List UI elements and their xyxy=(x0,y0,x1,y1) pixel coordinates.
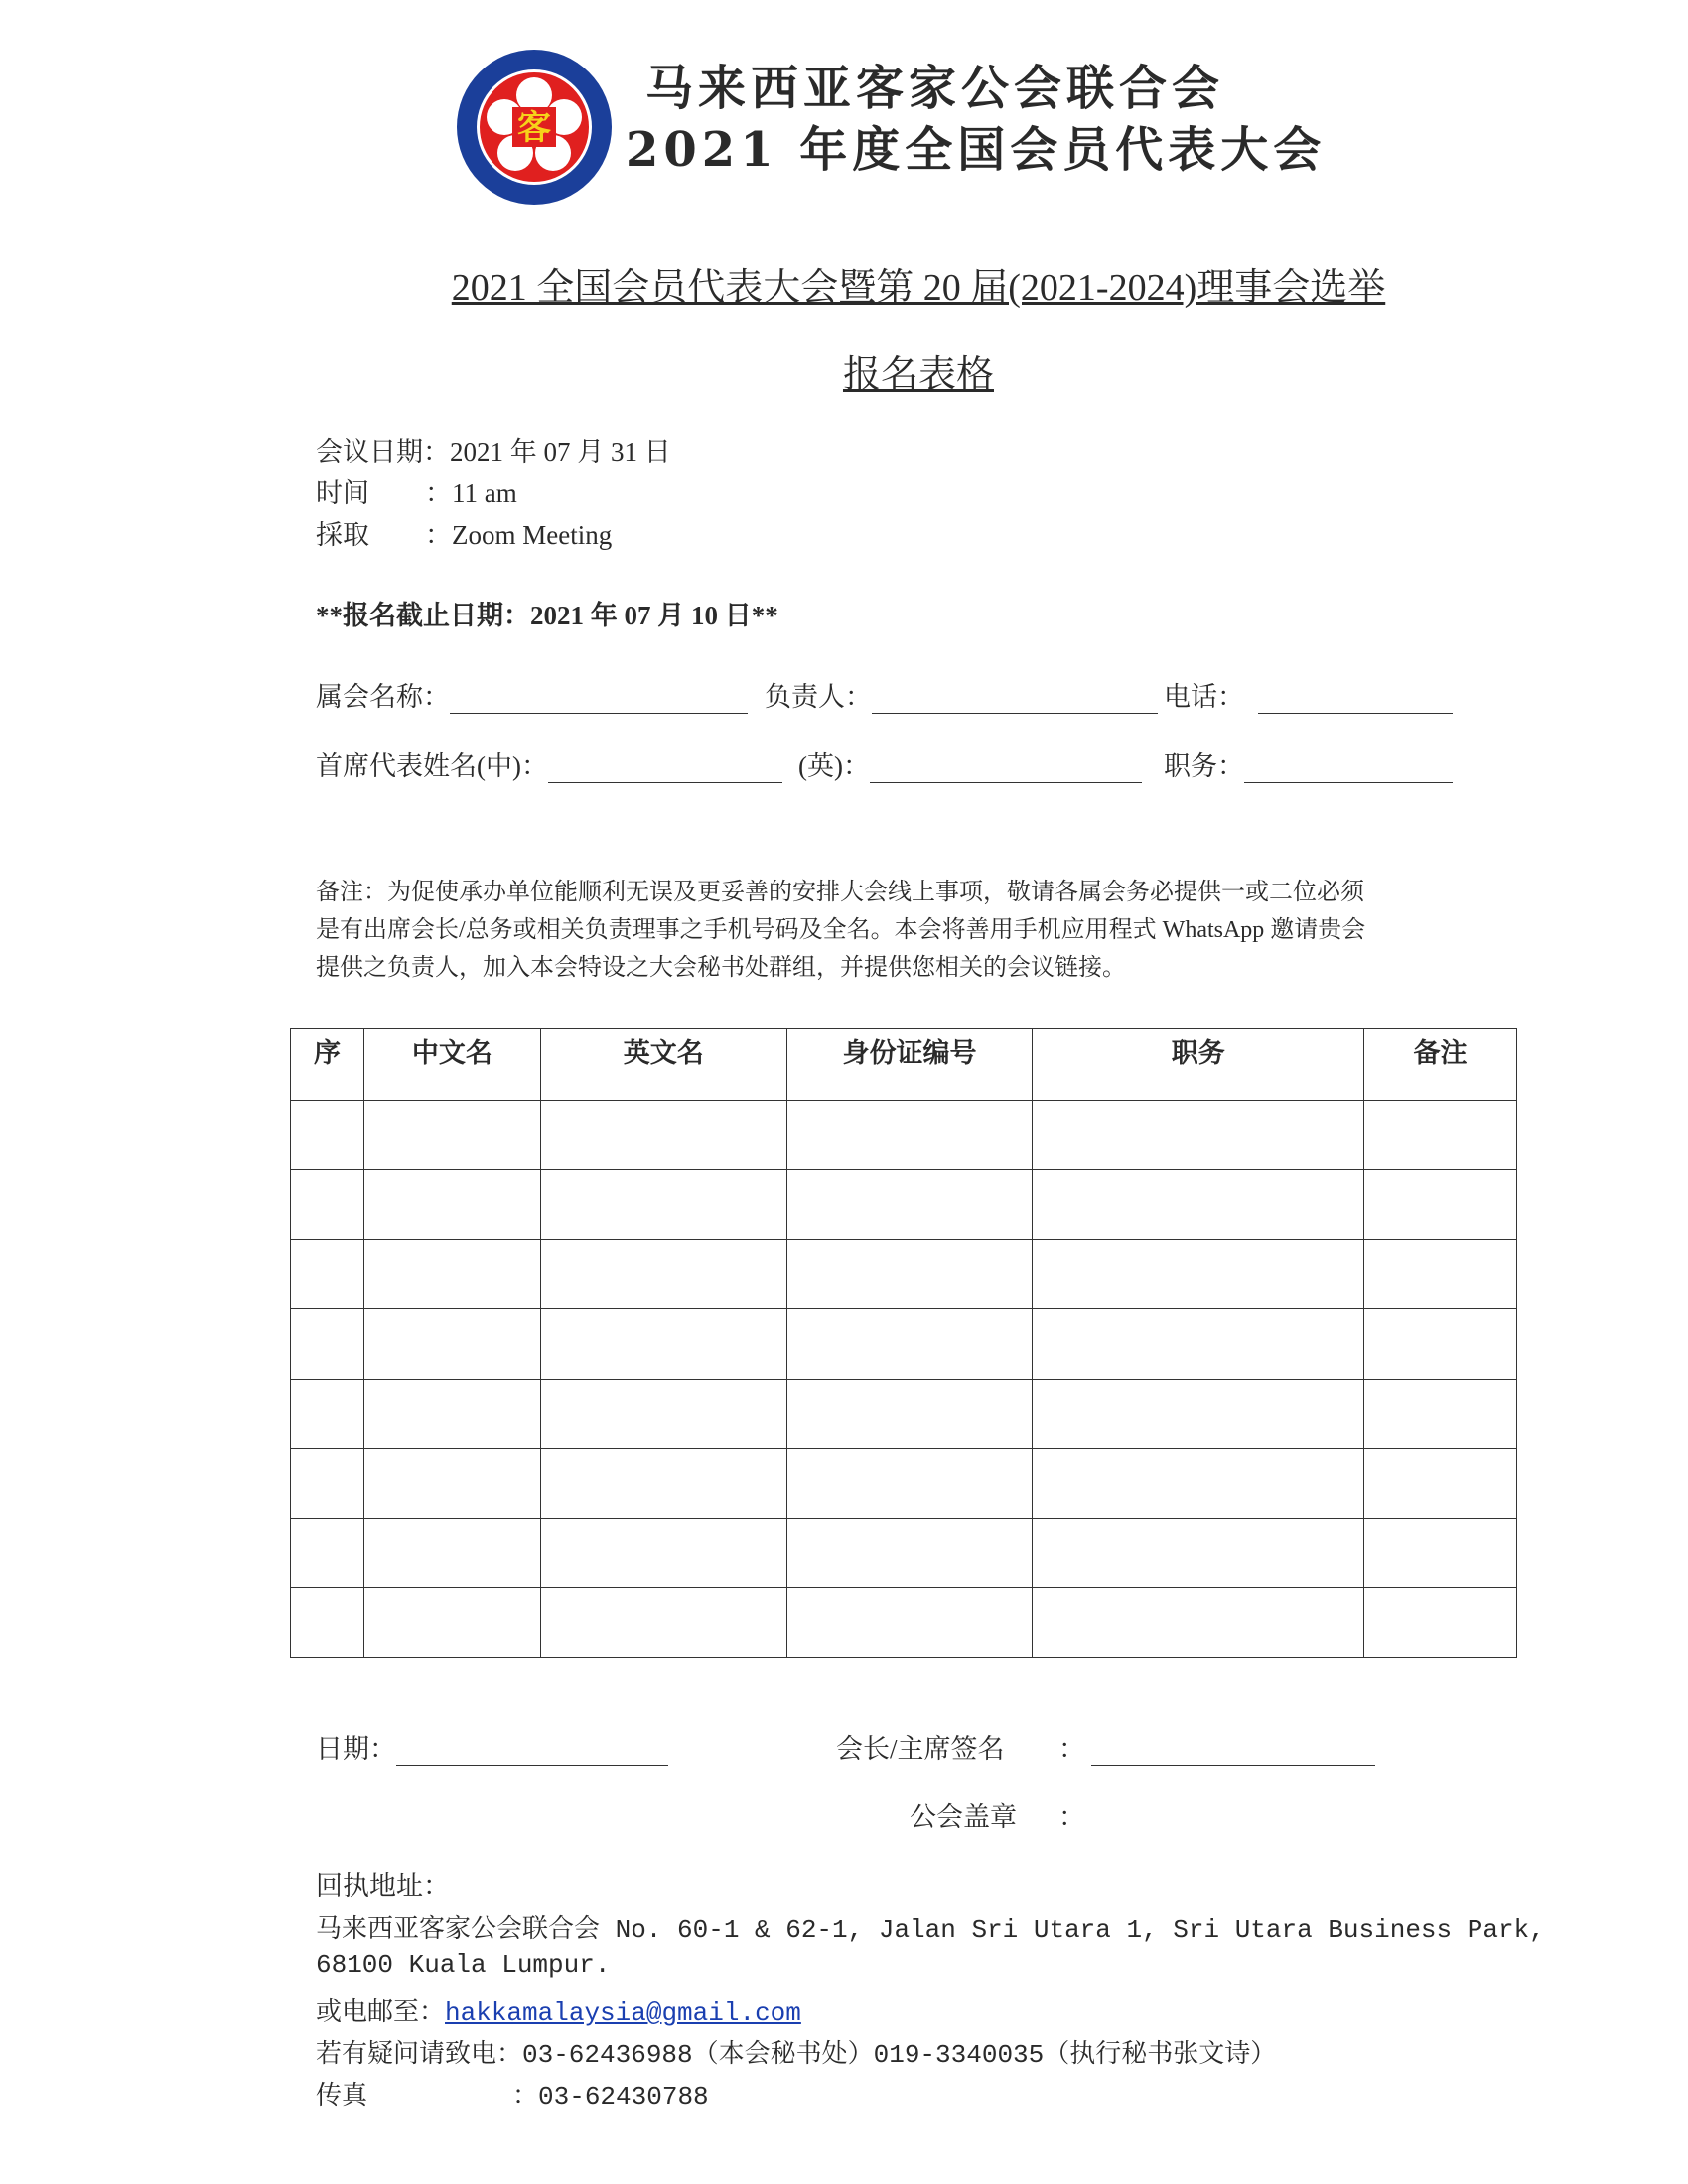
seal-label: 公会盖章 xyxy=(910,1802,1017,1832)
reply-address-label: 回执地址： xyxy=(316,1871,450,1901)
table-cell[interactable] xyxy=(363,1379,540,1448)
table-cell[interactable] xyxy=(1033,1448,1364,1518)
table-cell[interactable] xyxy=(1033,1587,1364,1657)
table-cell[interactable] xyxy=(1364,1587,1517,1657)
svg-text:客: 客 xyxy=(517,108,551,148)
table-cell[interactable] xyxy=(786,1587,1033,1657)
chief-rep-cn-field[interactable] xyxy=(316,745,782,783)
table-cell[interactable] xyxy=(540,1448,786,1518)
table-cell[interactable] xyxy=(786,1309,1033,1379)
table-cell[interactable] xyxy=(540,1240,786,1309)
table-cell[interactable] xyxy=(291,1170,364,1240)
table-cell[interactable] xyxy=(291,1518,364,1587)
table-cell[interactable] xyxy=(540,1309,786,1379)
col-header-english-name: 英文名 xyxy=(540,1029,786,1101)
table-cell[interactable] xyxy=(363,1518,540,1587)
form-title: 2021 全国会员代表大会暨第 20 届(2021-2024)理事会选举 xyxy=(451,267,1386,309)
col-header-ic-number: 身份证编号 xyxy=(786,1029,1033,1101)
meeting-time-row xyxy=(316,472,517,510)
table-cell[interactable] xyxy=(291,1379,364,1448)
meeting-mode-value: ：Zoom Meeting xyxy=(425,520,613,550)
branch-name-input-line[interactable] xyxy=(450,687,748,714)
table-cell[interactable] xyxy=(1364,1309,1517,1379)
table-cell[interactable] xyxy=(363,1309,540,1379)
fax-label: 传真 xyxy=(316,2082,368,2112)
table-row xyxy=(291,1309,1517,1379)
date-input-line[interactable] xyxy=(396,1739,668,1766)
table-row xyxy=(291,1587,1517,1657)
table-cell[interactable] xyxy=(363,1101,540,1170)
table-cell[interactable] xyxy=(291,1587,364,1657)
org-name-header: 马来西亚客家公会联合会 xyxy=(645,61,1225,116)
date-field[interactable] xyxy=(316,1727,668,1766)
table-cell[interactable] xyxy=(363,1240,540,1309)
note-line-3: 提供之负责人，加入本会特设之大会秘书处群组，并提供您相关的会议链接。 xyxy=(316,955,1126,981)
president-signature-label: 会长/主席签名 xyxy=(836,1734,1005,1764)
chief-rep-cn-input-line[interactable] xyxy=(548,756,782,783)
table-cell[interactable] xyxy=(1364,1101,1517,1170)
table-cell[interactable] xyxy=(786,1379,1033,1448)
table-cell[interactable] xyxy=(1364,1240,1517,1309)
col-header-no: 序 xyxy=(291,1029,364,1101)
table-cell[interactable] xyxy=(1033,1309,1364,1379)
table-cell[interactable] xyxy=(291,1101,364,1170)
chief-rep-en-label: (英)： xyxy=(798,751,870,781)
table-row xyxy=(291,1240,1517,1309)
branch-name-field[interactable] xyxy=(316,675,748,714)
table-cell[interactable] xyxy=(363,1170,540,1240)
association-logo xyxy=(455,48,614,206)
table-cell[interactable] xyxy=(540,1587,786,1657)
reply-address-line-2: 68100 Kuala Lumpur. xyxy=(316,1950,611,1979)
table-cell[interactable] xyxy=(1033,1518,1364,1587)
person-in-charge-input-line[interactable] xyxy=(872,687,1158,714)
table-row xyxy=(291,1448,1517,1518)
seal-colon: ： xyxy=(1058,1802,1085,1832)
table-cell[interactable] xyxy=(291,1448,364,1518)
reply-address-line-1: 马来西亚客家公会联合会 No. 60-1 & 62-1, Jalan Sri Utara 1, Sri Utara Business Park, xyxy=(316,1915,1545,1945)
meeting-date-row xyxy=(316,430,671,469)
table-cell[interactable] xyxy=(1364,1518,1517,1587)
col-header-remarks: 备注 xyxy=(1364,1029,1517,1101)
note-line-2: 是有出席会长/总务或相关负责理事之手机号码及全名。本会将善用手机应用程式 WhatsApp 邀请贵会 xyxy=(316,917,1366,943)
table-cell[interactable] xyxy=(786,1240,1033,1309)
table-cell[interactable] xyxy=(291,1240,364,1309)
table-row xyxy=(291,1170,1517,1240)
table-cell[interactable] xyxy=(540,1170,786,1240)
branch-name-label: 属会名称： xyxy=(316,682,450,712)
table-cell[interactable] xyxy=(363,1448,540,1518)
table-cell[interactable] xyxy=(1364,1170,1517,1240)
remarks-note xyxy=(316,874,1428,987)
position-input-line[interactable] xyxy=(1244,756,1453,783)
form-subtitle: 报名表格 xyxy=(842,354,994,396)
meeting-time-label: 时间 xyxy=(316,478,369,508)
table-cell[interactable] xyxy=(786,1518,1033,1587)
table-cell[interactable] xyxy=(540,1101,786,1170)
fax-value: ：03-62430788 xyxy=(512,2082,709,2112)
date-label: 日期： xyxy=(316,1734,396,1764)
table-cell[interactable] xyxy=(786,1448,1033,1518)
table-row xyxy=(291,1101,1517,1170)
table-cell[interactable] xyxy=(1033,1101,1364,1170)
table-cell[interactable] xyxy=(786,1170,1033,1240)
meeting-time-value: ：11 am xyxy=(425,478,517,508)
table-cell[interactable] xyxy=(540,1379,786,1448)
table-cell[interactable] xyxy=(786,1101,1033,1170)
registration-deadline: **报名截止日期：2021 年 07 月 10 日** xyxy=(316,601,778,630)
table-cell[interactable] xyxy=(540,1518,786,1587)
phone-field[interactable] xyxy=(1164,675,1453,714)
email-label: 或电邮至： xyxy=(316,1998,446,2028)
registration-table xyxy=(290,1028,1517,1658)
person-in-charge-field[interactable] xyxy=(765,675,1158,714)
meeting-mode-row xyxy=(316,513,612,552)
table-cell[interactable] xyxy=(1364,1448,1517,1518)
chief-rep-en-field[interactable] xyxy=(798,745,1142,783)
position-label: 职务： xyxy=(1164,751,1244,781)
table-row xyxy=(291,1518,1517,1587)
email-link[interactable]: hakkamalaysia@gmail.com xyxy=(445,1998,801,2028)
president-signature-colon: ： xyxy=(1058,1734,1085,1764)
table-row xyxy=(291,1379,1517,1448)
table-cell[interactable] xyxy=(1364,1379,1517,1448)
table-cell[interactable] xyxy=(1033,1379,1364,1448)
email-row xyxy=(316,1991,801,2028)
col-header-position: 职务 xyxy=(1033,1029,1364,1101)
table-cell[interactable] xyxy=(291,1309,364,1379)
person-in-charge-label: 负责人： xyxy=(765,682,872,712)
position-field[interactable] xyxy=(1164,745,1453,783)
phone-label: 电话： xyxy=(1164,682,1244,712)
table-cell[interactable] xyxy=(363,1587,540,1657)
event-name-header: 2021 年度全国会员代表大会 xyxy=(626,122,1327,178)
note-line-1: 备注：为促使承办单位能顺利无误及更妥善的安排大会线上事项，敬请各属会务必提供一或二位必须 xyxy=(316,880,1364,905)
president-signature-field[interactable] xyxy=(1058,1727,1375,1766)
col-header-chinese-name: 中文名 xyxy=(363,1029,540,1101)
chief-rep-cn-label: 首席代表姓名(中)： xyxy=(316,751,548,781)
chief-rep-en-input-line[interactable] xyxy=(870,756,1142,783)
phone-input-line[interactable] xyxy=(1258,687,1453,714)
meeting-date-value: ：2021 年 07 月 31 日 xyxy=(423,437,671,467)
enquiry-phone: 若有疑问请致电：03-62436988（本会秘书处）019-3340035（执行秘书张文诗） xyxy=(316,2040,1277,2070)
fax-row xyxy=(316,2075,709,2112)
table-header-row xyxy=(291,1029,1517,1101)
meeting-mode-label: 採取 xyxy=(316,520,369,550)
president-signature-line[interactable] xyxy=(1091,1739,1375,1766)
meeting-date-label: 会议日期 xyxy=(316,437,423,467)
table-cell[interactable] xyxy=(1033,1240,1364,1309)
table-cell[interactable] xyxy=(1033,1170,1364,1240)
